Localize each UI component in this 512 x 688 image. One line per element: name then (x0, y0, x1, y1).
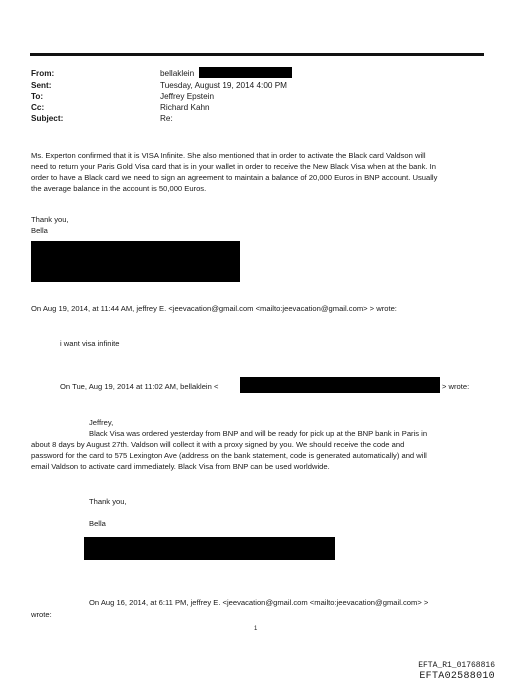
quote-body-line: Black Visa was ordered yesterday from BNP and will be ready for pick up at the BNP bank in Paris in (89, 429, 428, 438)
sent-value: Tuesday, August 19, 2014 4:00 PM (160, 81, 287, 90)
paragraph-line: order to have a Black card we need to sign an agreement to maintain a balance of 20,000 Euros in BNP account. Usually (31, 173, 438, 182)
subject-label: Subject: (31, 114, 64, 123)
page-number: 1 (254, 626, 258, 632)
cc-label: Cc: (31, 103, 45, 112)
from-value: bellaklein (160, 69, 195, 78)
document-reference-bates: EFTA02588010 (419, 671, 495, 682)
quote-body: i want visa infinite (60, 339, 120, 348)
document-reference: EFTA_R1_01768816 (418, 661, 495, 670)
to-label: To: (31, 92, 44, 101)
sent-label: Sent: (31, 81, 52, 90)
subject-value: Re: (160, 114, 173, 123)
quote-body-line: password for the card to 575 Lexington Ave (address on the bank statement, code is generated automatically) and will (31, 451, 427, 460)
quote-signature: Bella (89, 519, 106, 528)
paragraph-line: the average balance in the account is 50,000 Euros. (31, 184, 207, 193)
redaction-block (199, 67, 292, 78)
quote-header: On Aug 16, 2014, at 6:11 PM, jeffrey E. <jeevacation@gmail.com <mailto:jeevacation@gmail.com> > (89, 598, 429, 607)
quote-body-line: about 8 days by August 27th. Valdson will collect it with a proxy signed by you. We should receive the code and (31, 440, 405, 449)
quote-header-wrote: wrote: (31, 610, 52, 619)
from-label: From: (31, 69, 55, 78)
redaction-block (31, 241, 240, 282)
redaction-block (240, 377, 440, 393)
paragraph-line: Ms. Experton confirmed that it is VISA Infinite. She also mentioned that in order to activate the Black card Valdson will (31, 151, 426, 160)
quote-header: On Aug 19, 2014, at 11:44 AM, jeffrey E. <jeevacation@gmail.com <mailto:jeevacation@gmail.com> > wrote: (31, 304, 397, 313)
quote-body-line: Jeffrey, (89, 418, 114, 427)
signature-name: Bella (31, 226, 48, 235)
header-rule (30, 53, 484, 56)
closing-thanks: Thank you, (31, 215, 69, 224)
cc-value: Richard Kahn (160, 103, 210, 112)
quote-body-line: email Valdson to activate card immediately. Black Visa from BNP can be used worldwide. (31, 462, 330, 471)
message-paragraph (31, 150, 491, 194)
redaction-block (84, 537, 335, 560)
paragraph-line: need to return your Paris Gold Visa card that is in your wallet in order to receive the New Black Visa when at the bank. In (31, 162, 436, 171)
quote-thanks: Thank you, (89, 497, 127, 506)
quote-header-end: > wrote: (442, 382, 470, 391)
quote-header: On Tue, Aug 19, 2014 at 11:02 AM, bellaklein < (60, 382, 219, 391)
to-value: Jeffrey Epstein (160, 92, 215, 101)
